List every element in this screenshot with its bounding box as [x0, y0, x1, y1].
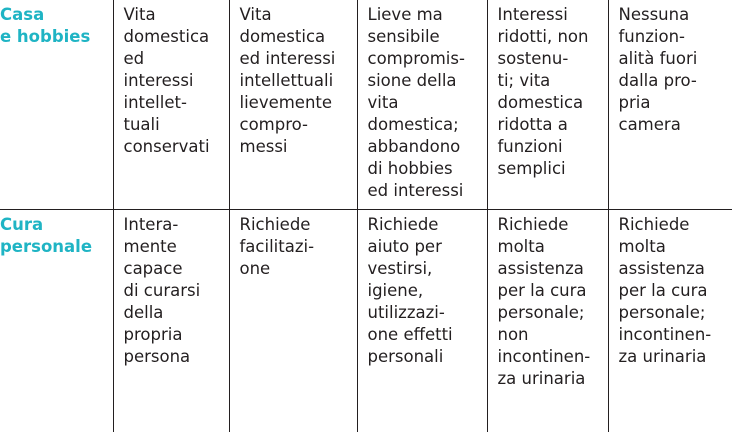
cell-line: personale; [498, 302, 600, 324]
cell-line: one effetti [368, 324, 479, 346]
cell-line: incontinen- [619, 324, 725, 346]
table-row [0, 0, 732, 210]
cell-line: za urinaria [498, 368, 600, 390]
cell-line: sione della [368, 70, 479, 92]
cell-line: domestica [124, 26, 221, 48]
cell-line: igiene, [368, 280, 479, 302]
cell-line: utilizzazi- [368, 302, 479, 324]
cell-line: conservati [124, 136, 221, 158]
cell-line: vita [368, 92, 479, 114]
cell-line: ed interessi [240, 48, 349, 70]
cell-line: ed [124, 48, 221, 70]
cell-line: Interessi [498, 4, 600, 26]
row-heading-line: Casa [0, 4, 109, 26]
cell-line: messi [240, 136, 349, 158]
cell-line: propria [124, 324, 221, 346]
cell-line: za urinaria [619, 346, 725, 368]
cell-line: Vita [124, 4, 221, 26]
cell-line: compromis- [368, 48, 479, 70]
cell-line: persona [124, 346, 221, 368]
cell-line: facilitazi- [240, 236, 349, 258]
cell-line: Richiede [240, 214, 349, 236]
cell-line: interessi [124, 70, 221, 92]
cell-line: Lieve ma [368, 4, 479, 26]
cell-line: capace [124, 258, 221, 280]
cell-line: pria [619, 92, 725, 114]
table-cell [357, 0, 487, 210]
cell-line: Intera- [124, 214, 221, 236]
cell-line: domestica; [368, 114, 479, 136]
cell-line: camera [619, 114, 725, 136]
table-cell [229, 210, 357, 432]
cell-line: di curarsi [124, 280, 221, 302]
table-cell [113, 0, 229, 210]
cell-line: ed interessi [368, 180, 479, 202]
cell-line: incontinen- [498, 346, 600, 368]
row-heading-line: Cura [0, 214, 109, 236]
cell-line: non [498, 324, 600, 346]
cell-line: intellet- [124, 92, 221, 114]
cell-line: Richiede [619, 214, 725, 236]
cell-line: domestica [498, 92, 600, 114]
cell-line: sensibile [368, 26, 479, 48]
cell-line: molta [619, 236, 725, 258]
cell-line: ridotti, non [498, 26, 600, 48]
cell-line: alità fuori [619, 48, 725, 70]
cell-line: aiuto per [368, 236, 479, 258]
row-heading [0, 0, 113, 210]
cell-line: assistenza [619, 258, 725, 280]
cell-line: assistenza [498, 258, 600, 280]
table-cell [487, 210, 608, 432]
cell-line: mente [124, 236, 221, 258]
cell-line: per la cura [619, 280, 725, 302]
cell-line: tuali [124, 114, 221, 136]
row-heading [0, 210, 113, 432]
cell-line: Nessuna [619, 4, 725, 26]
cell-line: della [124, 302, 221, 324]
cell-line: lievemente [240, 92, 349, 114]
table-cell [113, 210, 229, 432]
table-cell [608, 0, 732, 210]
cell-line: vestirsi, [368, 258, 479, 280]
table-cell [357, 210, 487, 432]
row-heading-line: e hobbies [0, 26, 109, 48]
cell-line: domestica [240, 26, 349, 48]
cell-line: Richiede [498, 214, 600, 236]
cell-line: intellettuali [240, 70, 349, 92]
table-cell [487, 0, 608, 210]
cell-line: compro- [240, 114, 349, 136]
cell-line: funzioni [498, 136, 600, 158]
cell-line: one [240, 258, 349, 280]
cell-line: sostenu- [498, 48, 600, 70]
cell-line: ti; vita [498, 70, 600, 92]
cell-line: di hobbies [368, 158, 479, 180]
cell-line: molta [498, 236, 600, 258]
cell-line: semplici [498, 158, 600, 180]
cell-line: abbandono [368, 136, 479, 158]
cell-line: Vita [240, 4, 349, 26]
cell-line: dalla pro- [619, 70, 725, 92]
row-heading-line: personale [0, 236, 109, 258]
table-cell [608, 210, 732, 432]
cell-line: Richiede [368, 214, 479, 236]
cell-line: personali [368, 346, 479, 368]
cell-line: per la cura [498, 280, 600, 302]
cell-line: funzion- [619, 26, 725, 48]
cell-line: ridotta a [498, 114, 600, 136]
table-cell [229, 0, 357, 210]
cell-line: personale; [619, 302, 725, 324]
table-row [0, 210, 732, 432]
